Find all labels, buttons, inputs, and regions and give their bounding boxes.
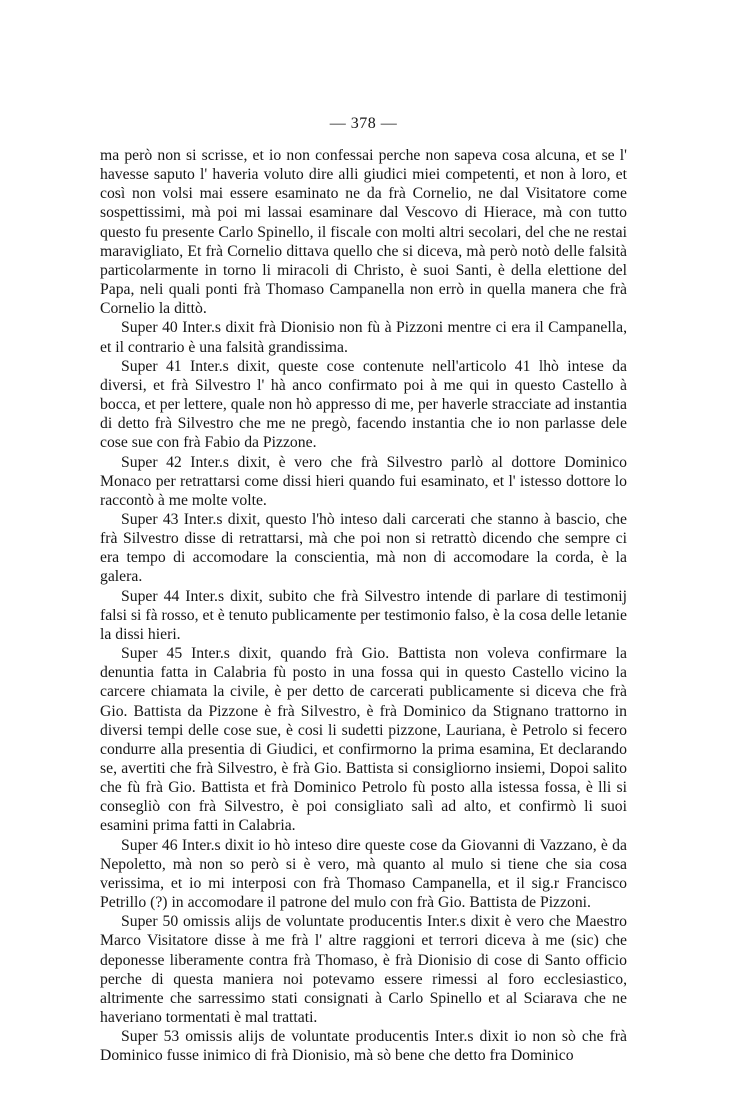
paragraph: Super 44 Inter.s dixit, subito che frà Silvestro intende di parlare di testimonij falsi si fà rosso, et è tenuto publicamente per testimonio falso, è la cosa delle letanie la dissi hieri.: [100, 587, 627, 643]
paragraph: Super 42 Inter.s dixit, è vero che frà Silvestro parlò al dottore Dominico Monaco per retrattarsi come dissi hieri quando fui esaminato, et l' istesso dottore lo raccontò à me molte volte.: [100, 453, 627, 509]
paragraph: Super 50 omissis alijs de voluntate producentis Inter.s dixit è vero che Maestro Marco Visitatore disse à me frà l' altre raggioni et terrori diceva à me (sic) che deponesse liberamente contra frà Thomaso, è frà Dionisio di cose di Santo officio perche di questa maniera noi potevamo essere rimessi al foro ecclesiastico, altrimente che sarressimo stati consignati à Carlo Spinello et al Sciarava che ne haveriano tormentati è mal trattati.: [100, 913, 627, 1027]
paragraph: Super 43 Inter.s dixit, questo l'hò inteso dali carcerati che stanno à bascio, che frà Silvestro disse di retrattarsi, mà che poi non si retrattò dicendo che sempre ci era tempo di accomodare la conscientia, mà non di accomodare la corda, è la galera.: [100, 510, 627, 586]
paragraph: Super 53 omissis alijs de voluntate producentis Inter.s dixit io non sò che frà Dominico fusse inimico di frà Dionisio, mà sò bene che detto fra Dominico: [100, 1028, 627, 1065]
text-body: [100, 146, 627, 1066]
paragraph: ma però non si scrisse, et io non confessai perche non sapeva cosa alcuna, et se l' havesse saputo l' haveria voluto dire alli giudici miei competenti, et non à loro, et così non volsi mai essere esaminato ne da frà Cornelio, ne dal Visitatore come sospettissimi, mà poi mi lassai esaminare dal Vescovo di Hierace, mà con tutto questo fu presente Carlo Spinello, il fiscale con molti altri secolari, del che ne restai maravigliato, Et frà Cornelio dittava quello che si diceva, mà però notò delle falsità particolarmente in torno li miracoli di Christo, è suoi Santi, è della elettione del Papa, neli quali ponti frà Thomaso Campanella non errò in quella manera che frà Cornelio la dittò.: [100, 147, 627, 318]
paragraph: Super 46 Inter.s dixit io hò inteso dire queste cose da Giovanni di Vazzano, è da Nepoletto, mà non so però si è vero, mà quanto al mulo si tiene che sia cosa verissima, et io mi interposi con frà Thomaso Campanella, et il sig.r Francisco Petrillo (?) in accomodare il patrone del mulo con frà Gio. Battista de Pizzoni.: [100, 836, 627, 912]
paragraph: Super 45 Inter.s dixit, quando frà Gio. Battista non voleva confirmare la denuntia fatta in Calabria fù posto in una fossa qui in questo Castello vicino la carcere chiamata la civile, è per detto de carcerati publicamente si diceva che frà Gio. Battista da Pizzone è frà Silvestro, è frà Dominico da Stignano trattorno in diversi tempi delle cose sue, è cosi li sudetti pizzone, Lauriana, è Petrolo si fecero condurre alla presentia di Giudici, et confirmorno la prima esamina, Et declarando se, avertiti che frà Silvestro, è frà Gio. Battista si consigliorno insiemi, Dopoi salito che fù frà Gio. Battista et frà Dominico Petrolo fù posto alla istessa fossa, è lli si consegliò con frà Silvestro, è poi consigliato salì ad alto, et confirmò li suoi esamini prima fatti in Calabria.: [100, 645, 627, 835]
page-number: — 378 —: [329, 115, 398, 132]
paragraph: Super 41 Inter.s dixit, queste cose contenute nell'articolo 41 lhò intese da diversi, et frà Silvestro l' hà anco confirmato poi à me qui in questo Castello à bocca, et per lettere, quale non hò appresso di me, per haverle stracciate ad instantia di detto frà Silvestro che me ne pregò, facendo instantia che io non parlasse dele cose sue con frà Fabio da Pizzone.: [100, 357, 627, 452]
paragraph: Super 40 Inter.s dixit frà Dionisio non fù à Pizzoni mentre ci era il Campanella, et il contrario è una falsità grandissima.: [100, 319, 627, 356]
